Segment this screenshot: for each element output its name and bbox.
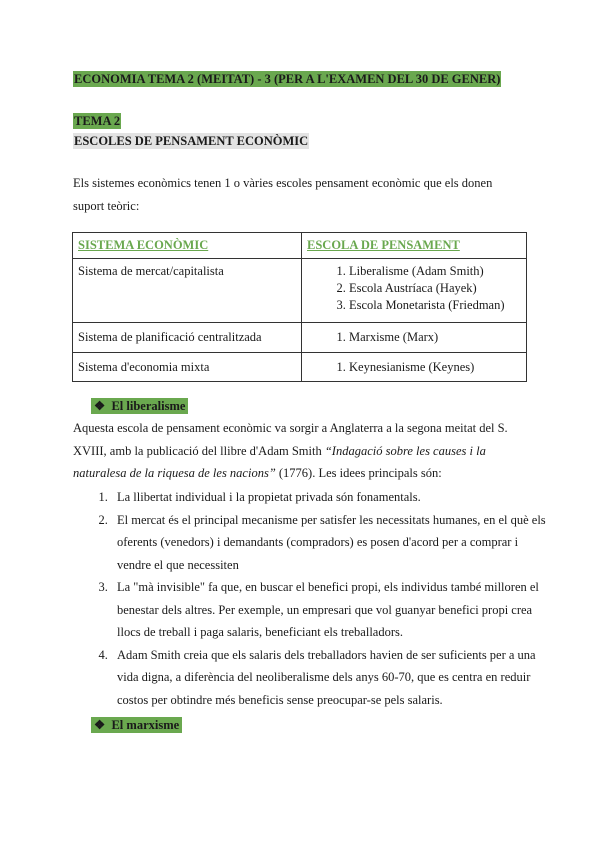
schools-cell xyxy=(302,353,527,382)
school-item: 2. Escola Austríaca (Hayek) xyxy=(349,280,521,297)
table-header: SISTEMA ECONÒMIC xyxy=(73,233,302,259)
list-item: 1. La llibertat individual i la propietat privada són fonamentals. xyxy=(111,486,551,509)
system-cell: Sistema de mercat/capitalista xyxy=(73,259,302,323)
book-title: “Indagació sobre les causes i la naturalesa de la riquesa de les nacions” xyxy=(73,443,486,480)
systems-table xyxy=(72,232,527,382)
liberalism-ideas-list xyxy=(73,486,551,711)
list-item: 2. El mercat és el principal mecanisme per satisfer les necessitats humanes, en el què els oferents (venedors) i demandants (compradors) es posen d'acord per a comprar i vendre el que necessiten xyxy=(111,509,551,577)
school-item: 3. Escola Monetarista (Friedman) xyxy=(349,297,521,314)
table-row xyxy=(73,353,527,382)
marxism-heading: ❖ El marxisme xyxy=(91,717,182,733)
school-item: 1. Liberalisme (Adam Smith) xyxy=(349,263,521,280)
liberalism-heading: ❖ El liberalisme xyxy=(91,398,188,414)
section-subtitle: ESCOLES DE PENSAMENT ECONÒMIC xyxy=(74,134,309,148)
schools-cell xyxy=(302,323,527,353)
table-row xyxy=(73,259,527,323)
intro-paragraph: Els sistemes econòmics tenen 1 o vàries escoles pensament econòmic que els donen suport teòric: xyxy=(73,176,493,213)
list-item: 3. La "mà invisible" fa que, en buscar el benefici propi, els individus també milloren el benestar dels altres. Per exemple, un empresari que vol guanyar benefici propi crea llocs de treball i paga salaris, beneficiant els treballadors. xyxy=(111,576,551,644)
list-item: 4. Adam Smith creia que els salaris dels treballadors havien de ser suficients per a una vida digna, a diferència del neoliberalisme dels anys 60-70, que es centra en reduir costos per obtindre més beneficis sense preocupar-se pels salaris. xyxy=(111,644,551,712)
diamond-bullet-icon: ❖ xyxy=(94,399,106,413)
schools-cell xyxy=(302,259,527,323)
system-cell: Sistema de planificació centralitzada xyxy=(73,323,302,353)
table-header: ESCOLA DE PENSAMENT xyxy=(302,233,527,259)
tema-heading: TEMA 2 xyxy=(74,114,121,128)
liberalism-paragraph: Aquesta escola de pensament econòmic va sorgir a Anglaterra a la segona meitat del S. XVIII, amb la publicació del llibre d'Adam Smith “Indagació sobre les causes i la naturalesa de la riquesa de les nacions” (1776). Les idees principals són: xyxy=(73,421,508,480)
school-item: 1. Marxisme (Marx) xyxy=(349,329,521,346)
diamond-bullet-icon: ❖ xyxy=(94,718,106,732)
table-row xyxy=(73,323,527,353)
school-item: 1. Keynesianisme (Keynes) xyxy=(349,359,521,376)
table-header-row xyxy=(73,233,527,259)
system-cell: Sistema d'economia mixta xyxy=(73,353,302,382)
document-title: ECONOMIA TEMA 2 (MEITAT) - 3 (PER A L'EXAMEN DEL 30 DE GENER) xyxy=(74,72,501,86)
